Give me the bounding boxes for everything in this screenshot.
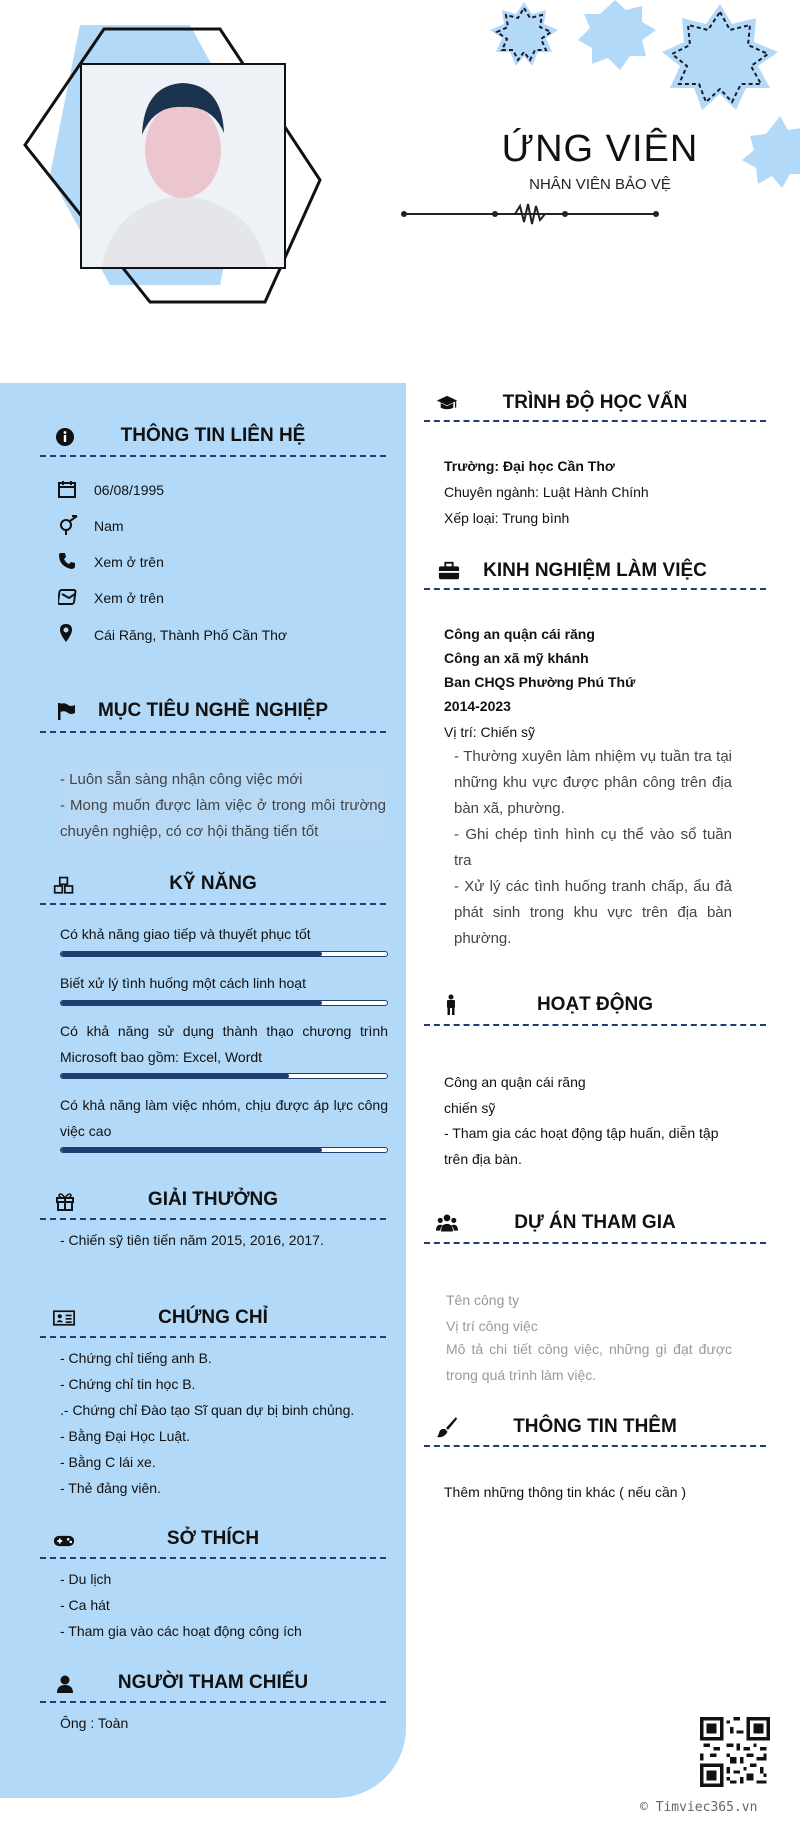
paintbrush-icon <box>436 1416 458 1438</box>
experience-divider <box>424 588 766 590</box>
project-position: Vị trí công việc <box>446 1318 538 1334</box>
experience-org: Ban CHQS Phường Phú Thứ <box>444 674 636 690</box>
experience-duty: - Thường xuyên làm nhiệm vụ tuần tra tại những khu vực được phân công trên địa bàn xã, phường. <box>454 748 732 817</box>
skill-bar <box>60 1000 388 1006</box>
project-company: Tên công ty <box>446 1292 520 1308</box>
certificate-item: - Chứng chỉ tin học B. <box>60 1376 196 1392</box>
certificate-item: - Thẻ đảng viên. <box>60 1480 161 1496</box>
project-description: Mô tả chi tiết công việc, những gì đạt được trong quá trình làm việc. <box>446 1341 732 1383</box>
reference-line: Ông : Toàn <box>60 1715 129 1731</box>
objective-title: MỤC TIÊU NGHỀ NGHIỆP <box>97 700 329 721</box>
contact-gender: Nam <box>94 518 124 534</box>
watermark: © Timviec365.vn <box>640 1800 758 1815</box>
certificate-item: - Chứng chỉ tiếng anh B. <box>60 1350 212 1366</box>
skill-bar <box>60 1147 388 1153</box>
education-title: TRÌNH ĐỘ HỌC VẤN <box>502 392 688 413</box>
experience-duty: - Ghi chép tình hình cụ thể vào sổ tuần tra <box>454 826 732 869</box>
experience-title: KINH NGHIỆM LÀM VIỆC <box>483 560 707 581</box>
skills-divider <box>40 903 386 905</box>
awards-line: - Chiến sỹ tiên tiến năm 2015, 2016, 2017. <box>60 1232 324 1248</box>
hobby-item: - Tham gia vào các hoạt động công ích <box>60 1623 302 1639</box>
certificates-title: CHỨNG CHỈ <box>158 1307 268 1328</box>
hobbies-divider <box>40 1557 386 1559</box>
phone-icon <box>56 550 78 572</box>
skill-bar <box>60 951 388 957</box>
skills-title: KỸ NĂNG <box>169 873 257 894</box>
activities-divider <box>424 1024 766 1026</box>
objective-line-2: - Mong muốn được làm việc ở trong môi trường chuyên nghiệp, có cơ hội thăng tiến tốt <box>60 793 386 845</box>
experience-period: 2014-2023 <box>444 698 511 714</box>
gamepad-icon <box>53 1530 75 1552</box>
users-icon <box>436 1212 458 1234</box>
hobbies-title: SỞ THÍCH <box>166 1528 260 1549</box>
contact-divider <box>40 455 386 457</box>
certificates-divider <box>40 1336 386 1338</box>
header-divider <box>400 202 660 226</box>
certificate-item: .- Chứng chỉ Đào tạo Sĩ quan dự bị binh chủng. <box>60 1402 355 1418</box>
certificate-item: - Bằng C lái xe. <box>60 1454 156 1470</box>
experience-duty: - Xử lý các tình huống tranh chấp, ẩu đả phát sinh trong khu vực trên địa bàn phường. <box>454 878 732 947</box>
education-divider <box>424 420 766 422</box>
certificate-item: - Bằng Đại Học Luật. <box>60 1428 190 1444</box>
skill-bar-fill <box>61 1074 289 1078</box>
user-icon <box>54 1673 76 1695</box>
awards-title: GIẢI THƯỞNG <box>147 1189 279 1210</box>
avatar <box>80 63 286 269</box>
decorative-flowers <box>480 0 800 230</box>
person-icon <box>440 994 462 1016</box>
info-icon <box>54 426 76 448</box>
candidate-role: NHÂN VIÊN BẢO VỆ <box>529 176 671 193</box>
skill-bar-fill <box>61 1001 322 1005</box>
hobby-item: - Ca hát <box>60 1597 110 1613</box>
awards-divider <box>40 1218 386 1220</box>
activities-line: - Tham gia các hoạt động tập huấn, diễn tập trên địa bàn. <box>444 1125 719 1167</box>
location-icon <box>55 622 77 644</box>
qr-code <box>700 1717 770 1787</box>
skill-label: Biết xử lý tình huống một cách linh hoạt <box>60 975 306 991</box>
hobby-item: - Du lịch <box>60 1571 112 1587</box>
gift-icon <box>54 1190 76 1212</box>
skill-bar-fill <box>61 1148 322 1152</box>
calendar-icon <box>56 478 78 500</box>
skill-label: Có khả năng giao tiếp và thuyết phục tốt <box>60 926 311 942</box>
candidate-name: ỨNG VIÊN <box>501 128 699 170</box>
objective-divider <box>40 731 386 733</box>
experience-position: Vị trí: Chiến sỹ <box>444 724 536 740</box>
id-card-icon <box>53 1307 75 1329</box>
reference-divider <box>40 1701 386 1703</box>
skill-label: Có khả năng làm việc nhóm, chịu được áp lực công việc cao <box>60 1097 388 1139</box>
projects-title: DỰ ÁN THAM GIA <box>514 1212 676 1233</box>
contact-birthdate: 06/08/1995 <box>94 482 165 498</box>
education-rank: Xếp loại: Trung bình <box>444 510 570 526</box>
skill-bar <box>60 1073 388 1079</box>
contact-address: Cái Răng, Thành Phố Cần Thơ <box>94 627 288 643</box>
projects-divider <box>424 1242 766 1244</box>
objective-line-1: - Luôn sẵn sàng nhận công việc mới <box>60 767 386 793</box>
activities-title: HOẠT ĐỘNG <box>536 994 654 1015</box>
additional-title: THÔNG TIN THÊM <box>513 1416 677 1437</box>
skill-bar-fill <box>61 952 322 956</box>
experience-org: Công an quận cái răng <box>444 626 595 642</box>
contact-title: THÔNG TIN LIÊN HỆ <box>120 425 306 446</box>
activities-line: chiến sỹ <box>444 1100 496 1116</box>
education-school: Trường: Đại học Cần Thơ <box>444 458 615 474</box>
experience-org: Công an xã mỹ khánh <box>444 650 589 666</box>
contact-phone: Xem ở trên <box>94 554 164 570</box>
graduation-cap-icon <box>436 392 458 414</box>
activities-line: Công an quận cái răng <box>444 1074 586 1090</box>
flag-icon <box>55 700 77 722</box>
cubes-icon <box>53 875 75 897</box>
reference-title: NGƯỜI THAM CHIẾU <box>117 1672 309 1693</box>
additional-divider <box>424 1445 766 1447</box>
skill-label: Có khả năng sử dụng thành thạo chương trình Microsoft bao gồm: Excel, Wordt <box>60 1023 388 1065</box>
contact-email: Xem ở trên <box>94 590 164 606</box>
briefcase-icon <box>438 560 460 582</box>
email-icon <box>57 586 79 608</box>
education-major: Chuyên ngành: Luật Hành Chính <box>444 484 649 500</box>
additional-line: Thêm những thông tin khác ( nếu cần ) <box>444 1484 687 1500</box>
gender-icon <box>58 514 80 536</box>
